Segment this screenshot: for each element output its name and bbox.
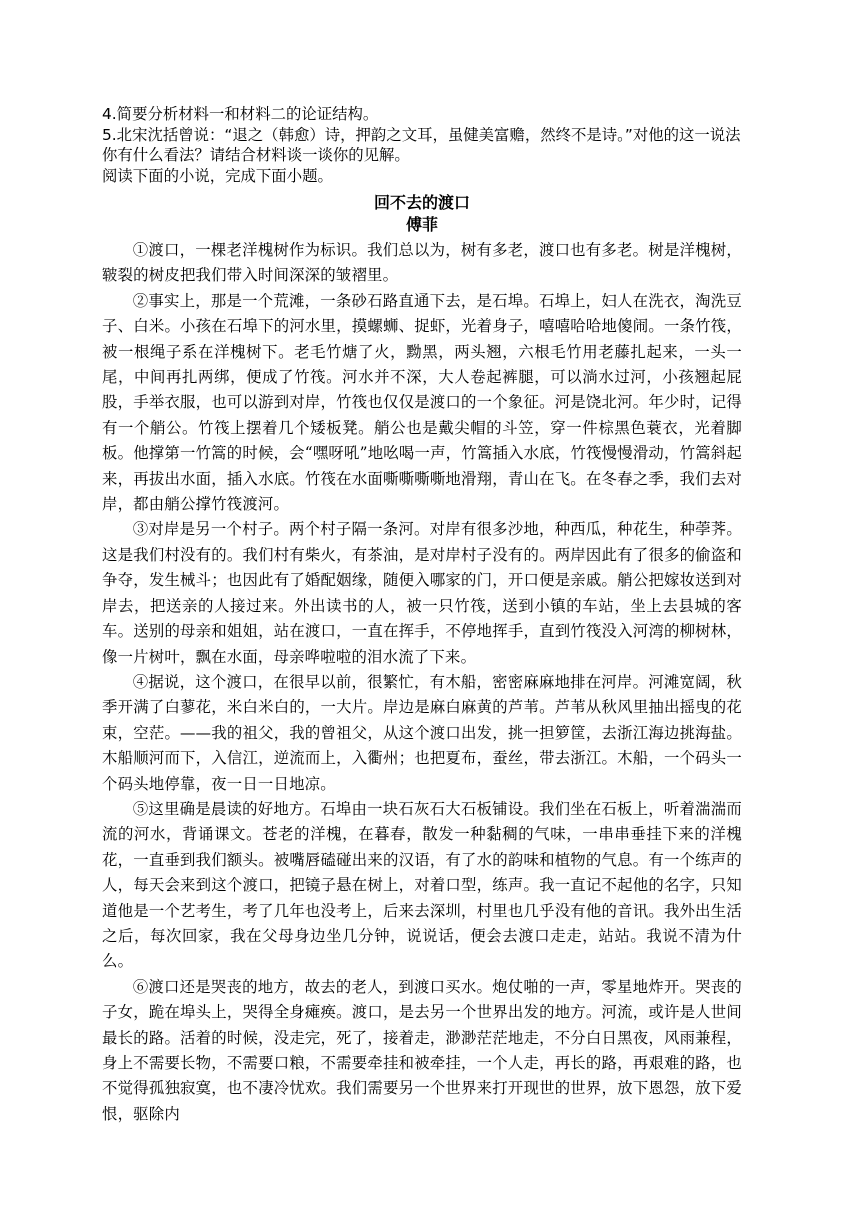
- story-paragraph-4: ④据说，这个渡口，在很早以前，很繁忙，有木船，密密麻麻地排在河岸。河滩宽阔，秋季开满了白蓼花，米白米白的，一大片。岸边是麻白麻黄的芦苇。芦苇从秋风里抽出摇曳的花束，空茫。——我的祖父，我的曾祖父，从这个渡口出发，挑一担箩筐，去浙江海边挑海盐。木船顺河而下，入信江，逆流而上，入衢州；也把夏布，蚕丝，带去浙江。木船，一个码头一个码头地停靠，夜一日一日地凉。: [102, 672, 742, 793]
- story-paragraph-5: ⑤这里确是晨读的好地方。石埠由一块石灰石大石板铺设。我们坐在石板上，听着湍湍而流的河水，背诵课文。苍老的洋槐，在暮春，散发一种黏稠的气味，一串串垂挂下来的洋槐花，一直垂到我们额头。被嘴唇磕碰出来的汉语，有了水的韵味和植物的气息。有一个练声的人，每天会来到这个渡口，把镜子悬在树上，对着口型，练声。我一直记不起他的名字，只知道他是一个艺考生，考了几年也没考上，后来去深圳，村里也几乎没有他的音讯。我外出生活之后，每次回家，我在父母身边坐几分钟，说说话，便会去渡口走走，站站。我说不清为什么。: [102, 799, 742, 971]
- story-paragraph-2: ②事实上，那是一个荒滩，一条砂石路直通下去，是石埠。石埠上，妇人在洗衣，淘洗豆子、白米。小孩在石埠下的河水里，摸螺蛳、捉虾，光着身子，嘻嘻哈哈地傻闹。一条竹筏，被一根绳子系在洋槐树下。老毛竹煻了火，黝黑，两头翘，六根毛竹用老藤扎起来，一头一尾，中间再扎两绑，便成了竹筏。河水并不深，大人卷起裤腿，可以淌水过河，小孩翘起屁股，手举衣服，也可以游到对岸，竹筏也仅仅是渡口的一个象征。河是饶北河。年少时，记得有一个艄公。竹筏上摆着几个矮板凳。艄公也是戴尖帽的斗笠，穿一件棕黑色蓑衣，光着脚板。他撑第一竹篙的时候，会“嘿呀吼”地吆喝一声，竹篙插入水底，竹筏慢慢滑动，竹篙斜起来，再拔出水面，插入水底。竹筏在水面嘶嘶嘶嘶地滑翔，青山在飞。在冬春之季，我们去对岸，都由艄公撑竹筏渡河。: [102, 291, 742, 514]
- question-4: 4.简要分析材料一和材料二的论证结构。: [102, 105, 379, 123]
- document-page: [102, 104, 742, 1127]
- reading-instruction: 阅读下面的小说，完成下面小题。: [102, 166, 333, 185]
- story-heading: [102, 192, 742, 236]
- story-paragraph-6: ⑥渡口还是哭丧的地方，故去的老人，到渡口买水。炮仗啪的一声，零星地炸开。哭丧的子女，跪在埠头上，哭得全身瘫痪。渡口，是去另一个世界出发的地方。河流，或许是人世间最长的路。活着的时候，没走完，死了，接着走，渺渺茫茫地走，不分白日黑夜，风雨兼程，身上不需要长物，不需要口粮，不需要牵挂和被牵挂，一个人走，再长的路，再艰难的路，也不觉得孤独寂寞，也不凄冷忧欢。我们需要另一个世界来打开现世的世界，放下恩怨，放下爱恨，驱除内: [102, 977, 742, 1123]
- story-paragraph-3: ③对岸是另一个村子。两个村子隔一条河。对岸有很多沙地，种西瓜，种花生，种荸荠。这是我们村没有的。我们村有柴火，有茶油，是对岸村子没有的。两岸因此有了很多的偷盗和争夺，发生械斗；也因此有了婚配姻缘，随便入哪家的门，开口便是亲戚。艄公把嫁妆送到对岸去，把送亲的人接过来。外出读书的人，被一只竹筏，送到小镇的车站，坐上去县城的客车。送别的母亲和姐姐，站在渡口，一直在挥手，不停地挥手，直到竹筏没入河湾的柳树林，像一片树叶，飘在水面，母亲哗啦啦的泪水流了下来。: [102, 520, 742, 666]
- question-5: 5.北宋沈括曾说：“退之（韩愈）诗，押韵之文耳，虽健美富赡，然终不是诗。”对他的这一说法你有什么看法？请结合材料谈一谈你的见解。: [102, 125, 741, 164]
- story-paragraph-1: ①渡口，一棵老洋槐树作为标识。我们总以为，树有多老，渡口也有多老。树是洋槐树，皲裂的树皮把我们带入时间深深的皱褶里。: [102, 241, 742, 285]
- story-title: 回不去的渡口: [373, 193, 470, 212]
- story-author: 傅菲: [405, 215, 438, 234]
